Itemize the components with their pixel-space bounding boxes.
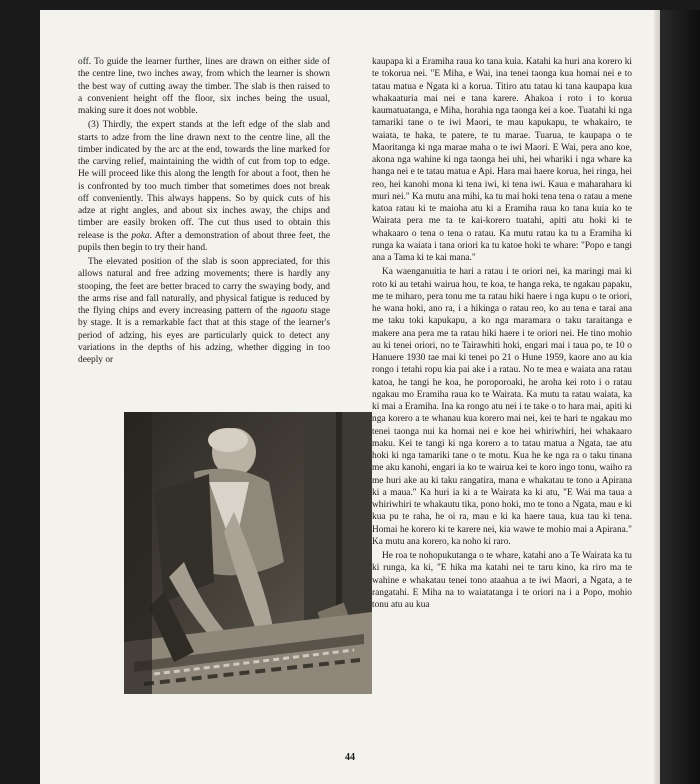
left-paragraph-2-end: . After a demonstration of about three feet, the pupils then begin to try their hand. xyxy=(78,230,330,253)
right-paragraph-2: Ka waenganuitia te hari a ratau i te oriori nei, ka maringi mai ki roto ki au tetahi wairua hou, te koa, te hanga reka, te ngakau papaku, me te miharo, pera tonu me ta ratau hiki haere i nga kupu o te oriori, he wana hoki, ano ra, i a hikinga o ratau reo, ko au tena e tarai ana me taku toki kapukapu, a ko nga maramara o taku taraitanga e makere ana pera me ta ratau hiki haere i te oriori nei. He tino mohio au ki tenei oriori, no te Tairawhiti hoki, engari mai i taua po, te 10 o Hanuere 1930 tae mai ki tenei po 21 o Hune 1959, kaore ano au kia rongo i tetahi ropu kia pai ake i a ratau. No te mea e waiata ana ratau katoa, he tangi he koa, he poroporoaki, he aroha kei roto i o ratau ngakau mo Eramiha raua ko te Wairata. Ka mutu ta ratau waiata, ka ki mai a Eramiha. Ina ka rongo atu nei i te take o to hara mai, apiti ki nga korero a te whanau kua korero mai nei, kei te hari te ngakau mo tenei taonga nui ka homai nei e koe hei whiriwhiri, hei whakaaro maku. Kei te tangi ki nga korero a to tatau matua a Ngata, tae atu hoki ki nga tamariki tane o te motu. Kua he ke nga ra o taku tinana me aku kanohi, engari ia ko te wairua kei te koro ingo tonu, waiho ra me huri ake au ki taku rangatira, mana e whakatau te tono a Apirana ki a maua." Ka huri ia ki a te Wairata ka ki atu, "E Wai ma taua a whiriwhiri te whakautu tika, pono hoki, mo te tono a Ngata, mau e ki kua pu te raha, he oi ra, mau e ki ka haere taua, kua tau ki tena. Homai he korero ki te karere nei, kia wawe te mohio mai a Apirana." Ka mutu ana korero, ka noho ki raro. xyxy=(372,267,632,547)
left-column xyxy=(78,56,330,368)
left-paragraph-3-end: stage by stage. It is a remarkable fact that at this stage of the learner's period of adzing, his eyes are particularly quick to detect any variations in the depths of his adzing, whether digging in too deeply or xyxy=(78,306,331,365)
photograph-icon xyxy=(124,412,372,694)
term-ngaotu: ngaotu xyxy=(281,306,308,316)
carver-photograph xyxy=(124,412,372,694)
left-paragraph-3 xyxy=(78,256,330,366)
left-paragraph-1: off. To guide the learner further, lines are drawn on either side of the centre line, two inches away, from which the learner is shown the best way of cutting away the timber. The slab is then raised to a convenient height off the floor, six inches being the usual, making sure it does not wobble. xyxy=(78,57,330,116)
left-paragraph-2 xyxy=(78,119,330,254)
left-paragraph-3-text: The elevated position of the slab is soon appreciated, for this allows natural and free adzing movements; there is hardly any stooping, the feet are better braced to carry the swaying body, and the arms rise and fall naturally, and physical fatigue is reduced by the flying chips and every increasing pattern of the xyxy=(78,257,330,316)
right-paragraph-3: He roa te nohopukutanga o te whare, katahi ano a Te Wairata ka tu ki runga, ka ki, "E hika ma katahi nei te taru kino, ka riro ma te wahine e whakatau tenei tono ataahua a te iwi Maori, a Ngata, a te rangatahi. E Miha na to waiatatanga i te oriori na i a Popo, mohio tonu atu au kua xyxy=(372,551,632,610)
page-number: 44 xyxy=(345,752,355,763)
right-paragraph-1: kaupapa ki a Eramiha raua ko tana kuia. Katahi ka huri ana korero ki te tokorua nei. "E Miha, e Wai, ina tenei taonga kua homai nei e to tatau matua e Ngata ki a korua. Titiro atu tatau ki tana kaupapa kua whakaaturia mai nei e tana karere. Ahakoa i roto i to korua kaumatuatanga, e Miha, horahia nga taonga kei a koe. Tuatahi ki nga tamariki tane o te iwi Maori, te mau kapukapu, te whakairo, te waiata, te haka, te patere, te tu marae. Tuarua, te kaupapa o te Maoritanga ki nga marae maha o te iwi Maori. E Wai, pera ano koe, akona nga wahine ki nga taonga hei uhi, hei whariki i nga whare ka hanga nei e te tatau matua e Api. Hara mai haere korua, hei ringa, hei reo, hei kanohi mona ki tena iwi, ki tena iwi. Kaua e maharahara ki muri nei." Ka mutu ana mihi, ka tu mai hoki tena tena o ratau a mene katoa ratau ki te maioha atu ki a Eramiha raua ko tana kuia ko te Wairata pera me ta te kai-korero tuatahi, apiti atu hoki ki te whakaaro o tena o tena o ratau. Ka mutu ratau ka tu a Eramiha ki runga ka waiata i tana oriori ka tu katoe hoki te whare: "Popo e tangi ana a Tama ki te kai mana." xyxy=(372,57,632,263)
right-column xyxy=(372,56,632,613)
term-poka: poka xyxy=(131,230,150,241)
left-paragraph-2-text: (3) Thirdly, the expert stands at the left edge of the slab and starts to adze from the line drawn next to the centre line, all the timber indicated by the arc at the end, towards the line marked for the carving relief, maintaining the width of cut from top to edge. He will proceed like this along the length for about a foot, then he is confronted by too much timber that sometimes does not break off conveniently. This always happens. So by quick cuts of his adze at right angles, and about six inches away, the chips and timber are easily broken off. The cut thus used to obtain this release is the xyxy=(78,120,330,241)
page-shadow xyxy=(660,10,700,784)
